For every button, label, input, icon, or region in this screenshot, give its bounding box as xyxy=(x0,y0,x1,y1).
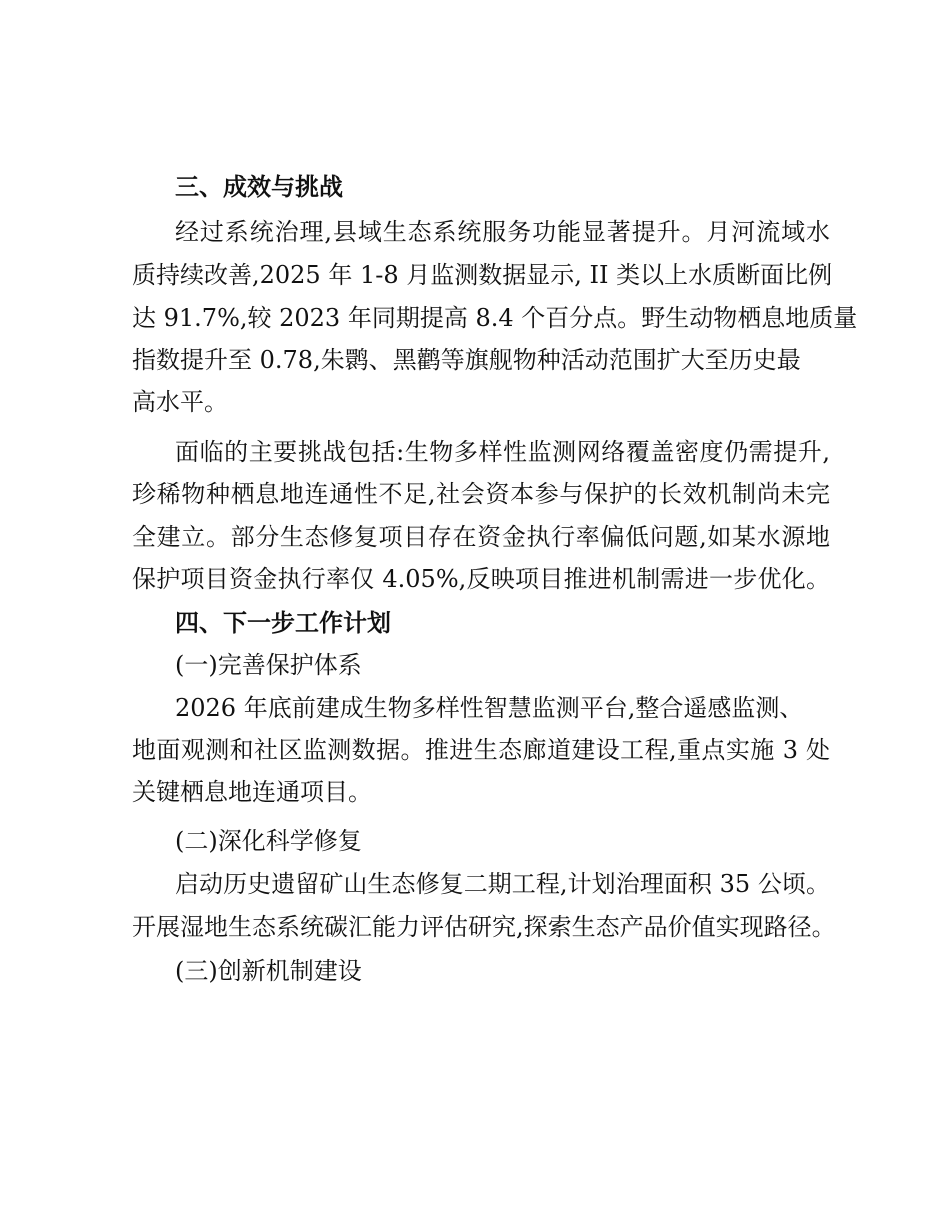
text-line: 保护项目资金执行率仅 4.05%,反映项目推进机制需进一步优化。 xyxy=(132,565,830,593)
subheading-1: (一)完善保护体系 xyxy=(175,651,362,679)
text-line: 2026 年底前建成生物多样性智慧监测平台,整合遥感监测、 xyxy=(175,694,804,722)
text-line: 质持续改善,2025 年 1-8 月监测数据显示, II 类以上水质断面比例 xyxy=(132,261,833,289)
text-line: 关键栖息地连通项目。 xyxy=(132,778,372,806)
section-heading-4: 四、下一步工作计划 xyxy=(175,609,391,637)
text-line: 高水平。 xyxy=(132,388,228,416)
subheading-2: (二)深化科学修复 xyxy=(175,827,362,855)
text-line: 指数提升至 0.78,朱鹮、黑鹳等旗舰物种活动范围扩大至历史最 xyxy=(132,346,801,374)
text-line: 达 91.7%,较 2023 年同期提高 8.4 个百分点。野生动物栖息地质量 xyxy=(132,304,858,332)
subheading-3: (三)创新机制建设 xyxy=(175,957,362,985)
text-line: 启动历史遗留矿山生态修复二期工程,计划治理面积 35 公顷。 xyxy=(175,870,830,898)
text-line: 全建立。部分生态修复项目存在资金执行率偏低问题,如某水源地 xyxy=(132,523,830,551)
text-line: 开展湿地生态系统碳汇能力评估研究,探索生态产品价值实现路径。 xyxy=(132,913,836,941)
text-line: 珍稀物种栖息地连通性不足,社会资本参与保护的长效机制尚未完 xyxy=(132,480,830,508)
section-heading-3: 三、成效与挑战 xyxy=(175,173,343,201)
text-line: 地面观测和社区监测数据。推进生态廊道建设工程,重点实施 3 处 xyxy=(132,736,830,764)
text-line: 经过系统治理,县域生态系统服务功能显著提升。月河流域水 xyxy=(175,218,830,246)
text-line: 面临的主要挑战包括:生物多样性监测网络覆盖密度仍需提升, xyxy=(175,438,830,466)
